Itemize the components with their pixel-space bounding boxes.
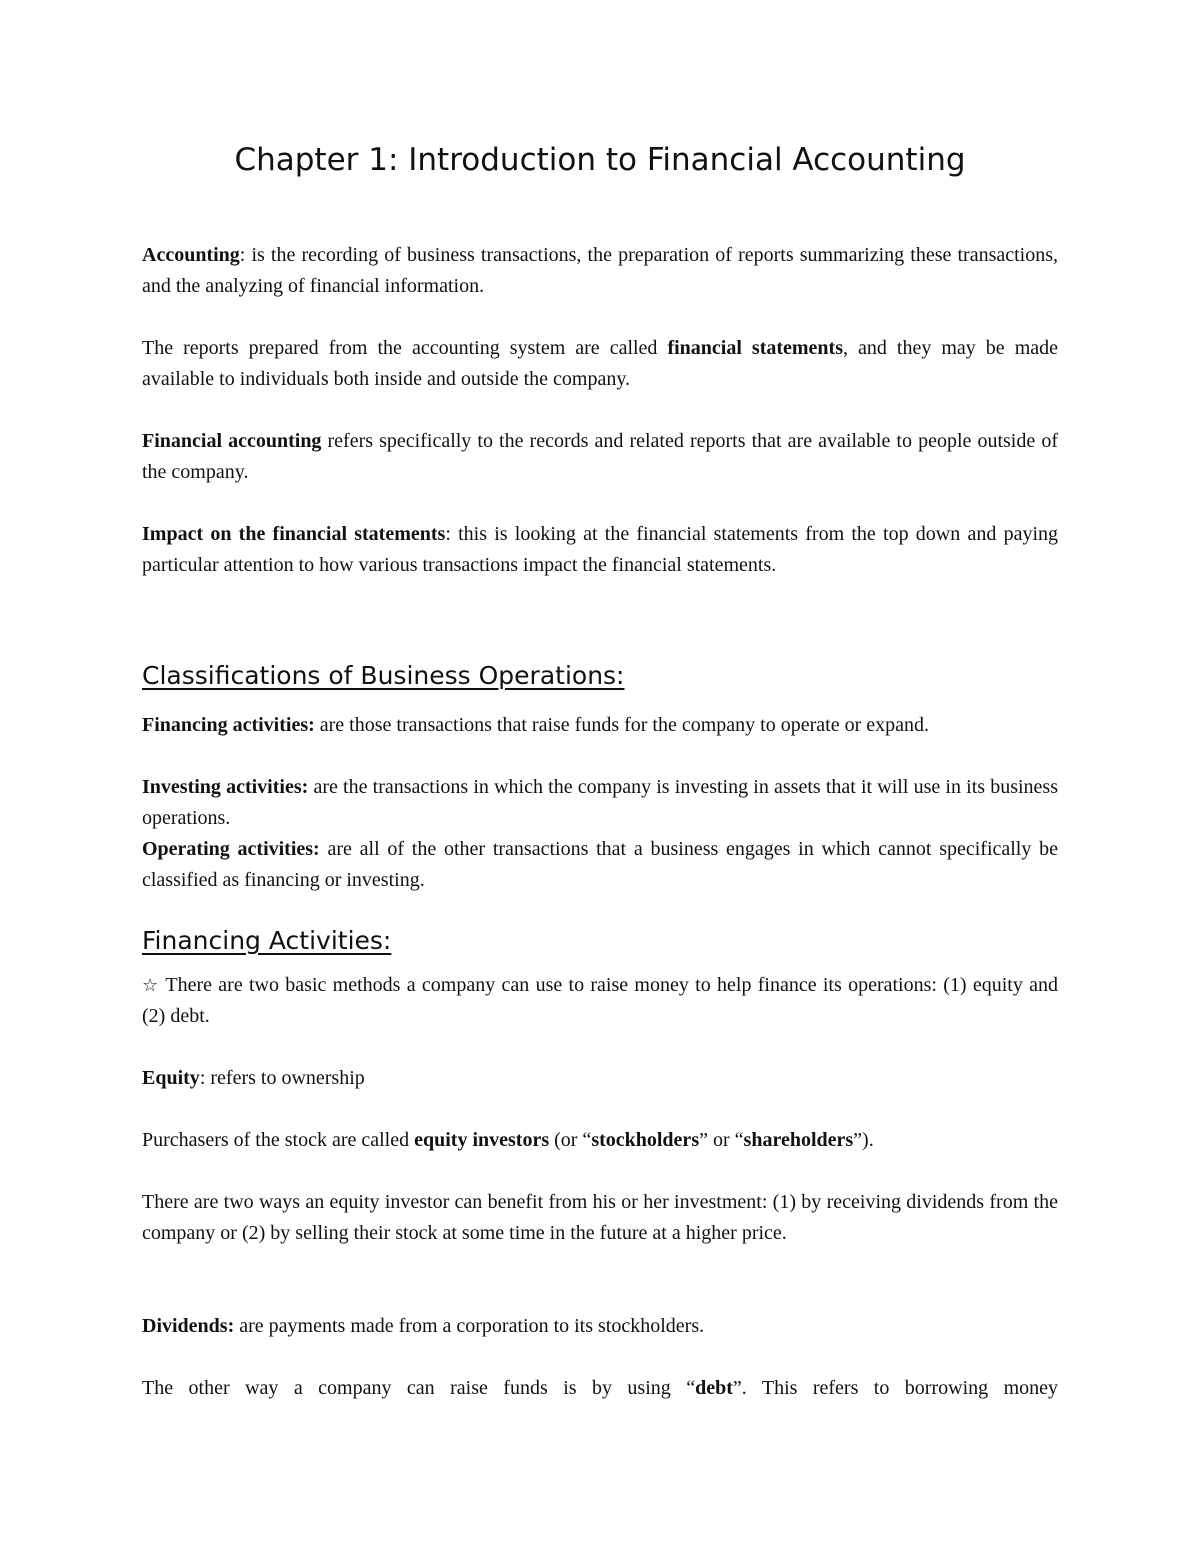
equity-text: : refers to ownership xyxy=(199,1067,365,1089)
impact-definition xyxy=(142,519,1058,581)
operating-activities-text: are all of the other transactions that a business engages in which cannot specifically be classified as financing or investing. xyxy=(142,838,1058,891)
accounting-definition xyxy=(142,240,1058,302)
purchasers-text-post: ”). xyxy=(853,1129,874,1151)
financial-statements-term: financial statements xyxy=(667,337,844,359)
debt-text-pre: The other way a company can raise funds is by using “ xyxy=(142,1377,696,1399)
financing-activities-definition xyxy=(142,710,1058,741)
purchasers-text-mid1: (or “ xyxy=(549,1129,592,1151)
star-icon: ☆ xyxy=(142,975,160,996)
financing-activities-heading: Financing Activities: xyxy=(142,926,392,955)
financial-accounting-term: Financial accounting xyxy=(142,430,322,452)
shareholders-term: shareholders xyxy=(743,1129,854,1151)
investing-activities-definition xyxy=(142,772,1058,834)
classifications-heading: Classifications of Business Operations: xyxy=(142,661,625,690)
impact-term: Impact on the financial statements xyxy=(142,523,446,545)
dividends-term: Dividends: xyxy=(142,1315,235,1337)
financial-accounting-text: refers specifically to the records and related reports that are available to people outside of the company. xyxy=(142,430,1058,483)
equity-term: Equity xyxy=(142,1067,200,1089)
purchasers-paragraph xyxy=(142,1125,1058,1156)
stockholders-term: stockholders xyxy=(591,1129,700,1151)
purchasers-text-mid2: ” or “ xyxy=(699,1129,744,1151)
financing-activities-text: are those transactions that raise funds for the company to operate or expand. xyxy=(314,714,929,736)
investing-activities-text: are the transactions in which the company is investing in assets that it will use in its business operations. xyxy=(142,776,1059,829)
financial-accounting-definition xyxy=(142,426,1058,488)
impact-text: : this is looking at the financial statements from the top down and paying particular attention to how various transactions impact the financial statements. xyxy=(142,523,1058,576)
investing-activities-term: Investing activities: xyxy=(142,776,309,798)
debt-paragraph xyxy=(142,1373,1058,1404)
reports-text-post: , and they may be made available to individuals both inside and outside the company. xyxy=(142,337,1058,390)
dividends-text: are payments made from a corporation to its stockholders. xyxy=(234,1315,705,1337)
methods-text: There are two basic methods a company can use to raise money to help finance its operations: (1) equity and (2) debt. xyxy=(142,974,1059,1027)
accounting-text: : is the recording of business transactions, the preparation of reports summarizing these transactions, and the analyzing of financial information. xyxy=(142,244,1058,297)
benefit-paragraph: There are two ways an equity investor can benefit from his or her investment: (1) by receiving dividends from the company or (2) by selling their stock at some time in the future at a higher price. xyxy=(142,1191,1058,1244)
methods-paragraph xyxy=(142,970,1058,1032)
equity-investors-term: equity investors xyxy=(414,1129,550,1151)
accounting-term: Accounting xyxy=(142,244,240,266)
operating-activities-definition xyxy=(142,834,1058,896)
equity-definition xyxy=(142,1063,1058,1094)
debt-term: debt xyxy=(695,1377,733,1399)
page-title: Chapter 1: Introduction to Financial Accounting xyxy=(234,142,966,178)
purchasers-text-pre: Purchasers of the stock are called xyxy=(142,1129,415,1151)
reports-text-pre: The reports prepared from the accounting system are called xyxy=(142,337,668,359)
dividends-definition xyxy=(142,1311,1058,1342)
financing-activities-term: Financing activities: xyxy=(142,714,315,736)
debt-text-post: ”. This refers to borrowing money xyxy=(732,1377,1059,1399)
reports-paragraph xyxy=(142,333,1058,395)
operating-activities-term: Operating activities: xyxy=(142,838,320,860)
